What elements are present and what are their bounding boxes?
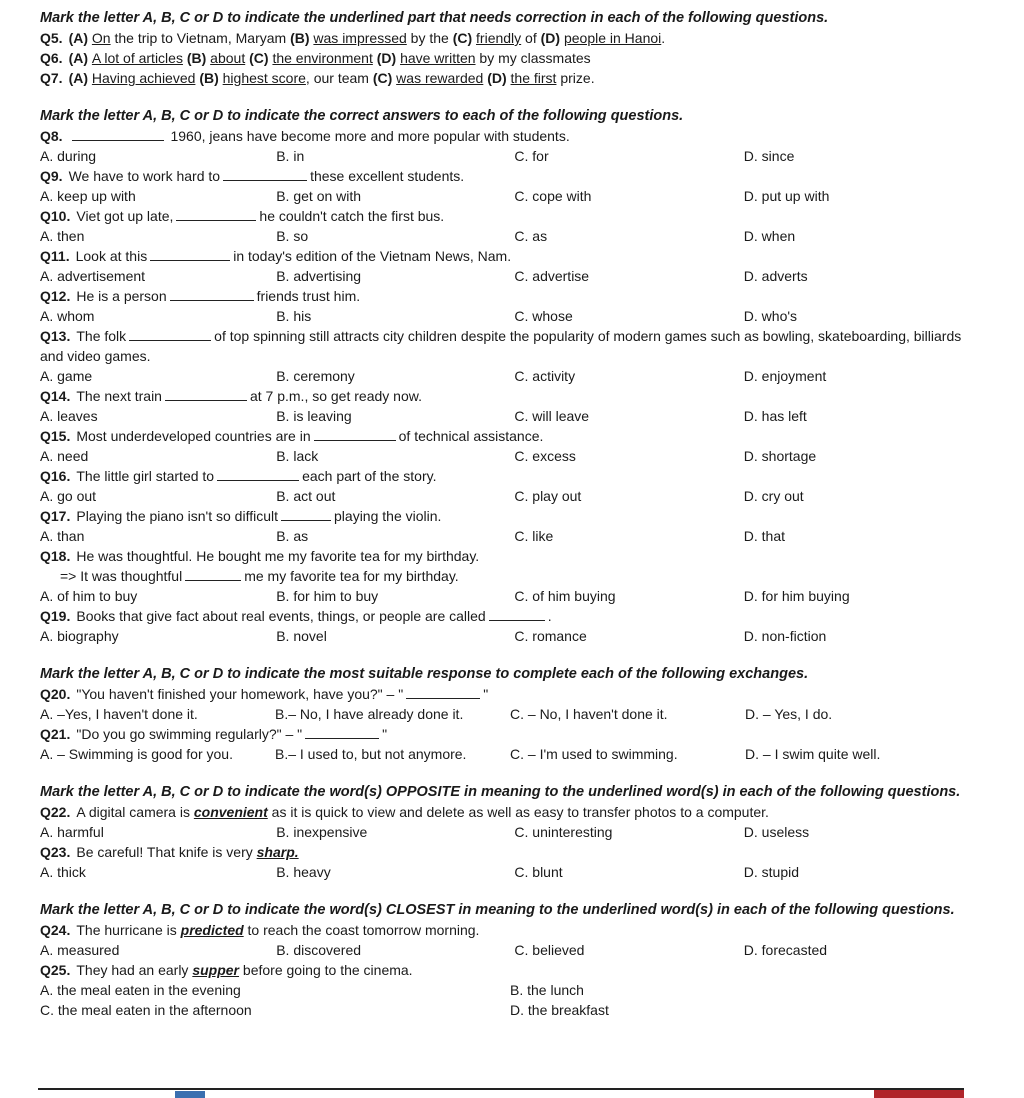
options-17 [40, 526, 980, 546]
option-b[interactable]: B. discovered [276, 942, 362, 958]
section-title: Mark the letter A, B, C or D to indicate the underlined part that needs correction in each of the following questions. [40, 10, 829, 26]
option-c[interactable]: C. uninteresting [514, 824, 613, 840]
option-b[interactable]: B. advertising [276, 268, 362, 284]
option-a[interactable]: A. measured [40, 942, 120, 958]
option-d[interactable]: D. – I swim quite well. [745, 746, 881, 762]
options-19 [40, 626, 980, 646]
option-c[interactable]: C. activity [514, 368, 576, 384]
option-b[interactable]: B. in [276, 148, 305, 164]
option-a[interactable]: A. – Swimming is good for you. [40, 746, 233, 762]
options-20 [40, 704, 980, 724]
options-22 [40, 822, 980, 842]
option-a[interactable]: A. advertisement [40, 268, 146, 284]
option-b[interactable]: B. get on with [276, 188, 362, 204]
option-c[interactable]: C. whose [514, 308, 573, 324]
question-25: Q25. They had an early supper before going to the cinema. [40, 962, 413, 978]
worksheet-page [40, 8, 980, 1038]
options-23 [40, 862, 980, 882]
footer-accent-blue [175, 1091, 205, 1098]
options-25-row2 [40, 1000, 980, 1020]
question-5: Q5. (A) On the trip to Vietnam, Maryam (B) was impressed by the (C) friendly of (D) people in Hanoi. [40, 30, 666, 46]
question-7: Q7. (A) Having achieved (B) highest score, our team (C) was rewarded (D) the first prize. [40, 70, 595, 86]
options-21 [40, 744, 980, 764]
option-c[interactable]: C. romance [514, 628, 587, 644]
options-12 [40, 306, 980, 326]
option-c[interactable]: C. blunt [514, 864, 563, 880]
question-13: Q13. The folk of top spinning still attracts city children despite the popularity of modern games such as bowling, skateboarding, billiards and video games. [40, 328, 962, 364]
question-14: Q14. The next train at 7 p.m., so get ready now. [40, 388, 422, 404]
option-b[interactable]: B. is leaving [276, 408, 352, 424]
options-14 [40, 406, 980, 426]
option-d[interactable]: D. that [743, 528, 786, 544]
option-d[interactable]: D. adverts [743, 268, 808, 284]
question-18-rewrite: => It was thoughtful me my favorite tea for my birthday. [60, 568, 459, 584]
option-b[interactable]: B. for him to buy [276, 588, 379, 604]
options-16 [40, 486, 980, 506]
section-opposite-meaning [40, 782, 980, 882]
option-b[interactable]: B. novel [276, 628, 327, 644]
option-d[interactable]: D. when [743, 228, 796, 244]
option-a[interactable]: A. harmful [40, 824, 104, 840]
question-24: Q24. The hurricane is predicted to reach the coast tomorrow morning. [40, 922, 480, 938]
options-13 [40, 366, 980, 386]
option-c[interactable]: C. like [514, 528, 554, 544]
options-25-row1 [40, 980, 980, 1000]
option-a[interactable]: A. game [40, 368, 93, 384]
option-a[interactable]: A. of him to buy [40, 588, 138, 604]
option-d[interactable]: D. the breakfast [510, 1002, 609, 1018]
question-18: Q18. He was thoughtful. He bought me my favorite tea for my birthday. [40, 548, 480, 564]
option-a[interactable]: A. leaves [40, 408, 98, 424]
option-c[interactable]: C. excess [514, 448, 576, 464]
section-title: Mark the letter A, B, C or D to indicate the word(s) OPPOSITE in meaning to the underlined word(s) in each of the following questions. [40, 784, 961, 800]
question-20: Q20. "You haven't finished your homework, have you?" – " " [40, 686, 489, 702]
option-c[interactable]: C. as [514, 228, 548, 244]
option-c[interactable]: C. of him buying [514, 588, 616, 604]
option-d[interactable]: D. stupid [743, 864, 800, 880]
option-c[interactable]: C. advertise [514, 268, 590, 284]
section-error-identification [40, 8, 980, 88]
option-d[interactable]: D. enjoyment [743, 368, 827, 384]
option-b[interactable]: B. heavy [276, 864, 331, 880]
option-a[interactable]: A. then [40, 228, 85, 244]
section-title: Mark the letter A, B, C or D to indicate the most suitable response to complete each of the following exchanges. [40, 666, 809, 682]
option-c[interactable]: C. – I'm used to swimming. [510, 746, 678, 762]
question-15: Q15. Most underdeveloped countries are in of technical assistance. [40, 428, 544, 444]
option-a[interactable]: A. whom [40, 308, 95, 324]
section-multiple-choice [40, 106, 980, 646]
question-11: Q11. Look at this in today's edition of the Vietnam News, Nam. [40, 248, 512, 264]
option-c[interactable]: C. the meal eaten in the afternoon [40, 1002, 252, 1018]
option-b[interactable]: B. inexpensive [276, 824, 368, 840]
option-d[interactable]: D. non-fiction [743, 628, 827, 644]
option-d[interactable]: D. cry out [743, 488, 804, 504]
option-a[interactable]: A. need [40, 448, 89, 464]
question-22: Q22. A digital camera is convenient as it is quick to view and delete as well as easy to transfer photos to a computer. [40, 804, 769, 820]
options-24 [40, 940, 980, 960]
option-b[interactable]: B. his [276, 308, 312, 324]
question-6: Q6. (A) A lot of articles (B) about (C) the environment (D) have written by my classmates [40, 50, 591, 66]
option-d[interactable]: D. for him buying [743, 588, 850, 604]
option-b[interactable]: B. lack [276, 448, 319, 464]
options-15 [40, 446, 980, 466]
option-c[interactable]: C. believed [514, 942, 585, 958]
option-d[interactable]: D. shortage [743, 448, 817, 464]
option-a[interactable]: A. biography [40, 628, 119, 644]
question-9: Q9. We have to work hard to these excellent students. [40, 168, 465, 184]
question-19: Q19. Books that give fact about real events, things, or people are called . [40, 608, 552, 624]
option-d[interactable]: D. useless [743, 824, 810, 840]
options-8 [40, 146, 980, 166]
option-b[interactable]: B. the lunch [510, 982, 584, 998]
question-10: Q10. Viet got up late, he couldn't catch the first bus. [40, 208, 445, 224]
section-title: Mark the letter A, B, C or D to indicate the word(s) CLOSEST in meaning to the underlined word(s) in each of the following questions. [40, 902, 955, 918]
option-d[interactable]: D. forecasted [743, 942, 828, 958]
option-b[interactable]: B. so [276, 228, 309, 244]
option-c[interactable]: C. play out [514, 488, 582, 504]
option-b[interactable]: B. as [276, 528, 309, 544]
question-17: Q17. Playing the piano isn't so difficult playing the violin. [40, 508, 442, 524]
option-a[interactable]: A. the meal eaten in the evening [40, 982, 241, 998]
option-c[interactable]: C. cope with [514, 188, 592, 204]
options-9 [40, 186, 980, 206]
option-d[interactable]: D. – Yes, I do. [745, 706, 833, 722]
option-d[interactable]: D. put up with [743, 188, 830, 204]
option-a[interactable]: A. go out [40, 488, 97, 504]
option-b[interactable]: B.– No, I have already done it. [275, 706, 464, 722]
question-23: Q23. Be careful! That knife is very sharp. [40, 844, 299, 860]
section-title: Mark the letter A, B, C or D to indicate the correct answers to each of the following questions. [40, 108, 684, 124]
option-c[interactable]: C. for [514, 148, 549, 164]
option-a[interactable]: A. thick [40, 864, 86, 880]
options-11 [40, 266, 980, 286]
question-8: Q8. 1960, jeans have become more and more popular with students. [40, 128, 570, 144]
section-closest-meaning [40, 900, 980, 1020]
option-a[interactable]: A. than [40, 528, 85, 544]
question-21: Q21. "Do you go swimming regularly?" – " " [40, 726, 388, 742]
option-c[interactable]: C. – No, I haven't done it. [510, 706, 668, 722]
footer-accent-red [874, 1090, 964, 1098]
option-c[interactable]: C. will leave [514, 408, 590, 424]
option-a[interactable]: A. keep up with [40, 188, 136, 204]
option-d[interactable]: D. has left [743, 408, 807, 424]
options-10 [40, 226, 980, 246]
option-b[interactable]: B. ceremony [276, 368, 355, 384]
footer-rule [38, 1088, 964, 1090]
option-b[interactable]: B.– I used to, but not anymore. [275, 746, 467, 762]
option-d[interactable]: D. who's [743, 308, 798, 324]
question-12: Q12. He is a person friends trust him. [40, 288, 361, 304]
option-d[interactable]: D. since [743, 148, 795, 164]
option-a[interactable]: A. –Yes, I haven't done it. [40, 706, 198, 722]
section-exchanges [40, 664, 980, 764]
question-16: Q16. The little girl started to each part of the story. [40, 468, 437, 484]
option-a[interactable]: A. during [40, 148, 97, 164]
options-18 [40, 586, 980, 606]
option-b[interactable]: B. act out [276, 488, 336, 504]
